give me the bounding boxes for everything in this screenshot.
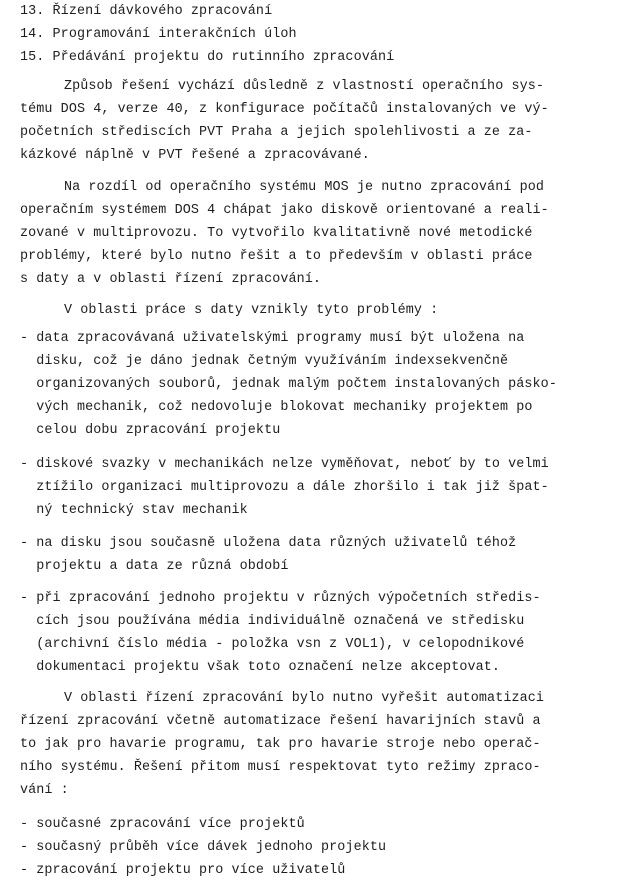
list-item-13: 13. Řízení dávkového zpracování [20,4,273,19]
bullet-item-line: vých mechanik, což nedovoluje blokovat mechaniky projektem po [20,400,533,415]
paragraph-1-line: početních střediscích PVT Praha a jejich spolehlivosti a ze za- [20,125,533,140]
paragraph-2-line: s daty a v oblasti řízení zpracování. [20,272,322,287]
bullet-item-line: - při zpracování jednoho projektu v různých výpočetních středis- [20,591,541,606]
mode-list-item: - současné zpracování více projektů [20,817,305,832]
paragraph-2-line: Na rozdíl od operačního systému MOS je nutno zpracování pod [64,180,545,195]
bullet-item-line: - diskové svazky v mechanikách nelze vyměňovat, neboť by to velmi [20,457,549,472]
bullet-item-line: celou dobu zpracování projektu [20,423,281,438]
bullet-item-line: - data zpracovávaná uživatelskými programy musí být uložena na [20,331,525,346]
bullet-item-line: disku, což je dáno jednak četným využíváním indexsekvenčně [20,354,509,369]
paragraph-4-line: V oblasti řízení zpracování bylo nutno vyřešit automatizaci [64,691,545,706]
mode-list-item: - zpracování projektu pro více uživatelů [20,863,346,878]
bullet-item-line: organizovaných souborů, jednak malým počtem instalovaných pásko- [20,377,557,392]
paragraph-4-line: to jak pro havarie programu, tak pro havarie stroje nebo operač- [20,737,541,752]
list-item-15: 15. Předávání projektu do rutinního zpracování [20,50,395,65]
paragraph-3: V oblasti práce s daty vznikly tyto problémy : [64,303,439,318]
paragraph-4-line: řízení zpracování včetně automatizace řešení havarijních stavů a [20,714,541,729]
paragraph-2-line: operačním systémem DOS 4 chápat jako diskově orientované a reali- [20,203,549,218]
paragraph-1-line: Způsob řešení vychází důsledně z vlastností operačního sys- [64,79,545,94]
paragraph-4-line: ního systému. Řešení přitom musí respektovat tyto režimy zpraco- [20,760,541,775]
bullet-item-line: ný technický stav mechanik [20,503,248,518]
list-item-14: 14. Programování interakčních úloh [20,27,297,42]
paragraph-4-line: vání : [20,783,69,798]
paragraph-1-line: kázkové náplně v PVT řešené a zpracovávané. [20,148,370,163]
bullet-item-line: dokumentaci projektu však toto označení nelze akceptovat. [20,660,501,675]
mode-list-item: - současný průběh více dávek jednoho projektu [20,840,387,855]
bullet-item-line: - na disku jsou současně uložena data různých uživatelů téhož [20,536,517,551]
bullet-item-line: (archivní číslo média - položka vsn z VOL1), v celopodnikové [20,637,525,652]
paragraph-2-line: zované v multiprovozu. To vytvořilo kvalitativně nové metodické [20,226,533,241]
paragraph-1-line: tému DOS 4, verze 40, z konfigurace počítačů instalovaných ve vý- [20,102,549,117]
bullet-item-line: cích jsou používána média individuálně označená ve středisku [20,614,525,629]
bullet-item-line: ztížilo organizaci multiprovozu a dále zhoršilo i tak již špat- [20,480,549,495]
paragraph-2-line: problémy, které bylo nutno řešit a to především v oblasti práce [20,249,533,264]
bullet-item-line: projektu a data ze různá období [20,559,289,574]
